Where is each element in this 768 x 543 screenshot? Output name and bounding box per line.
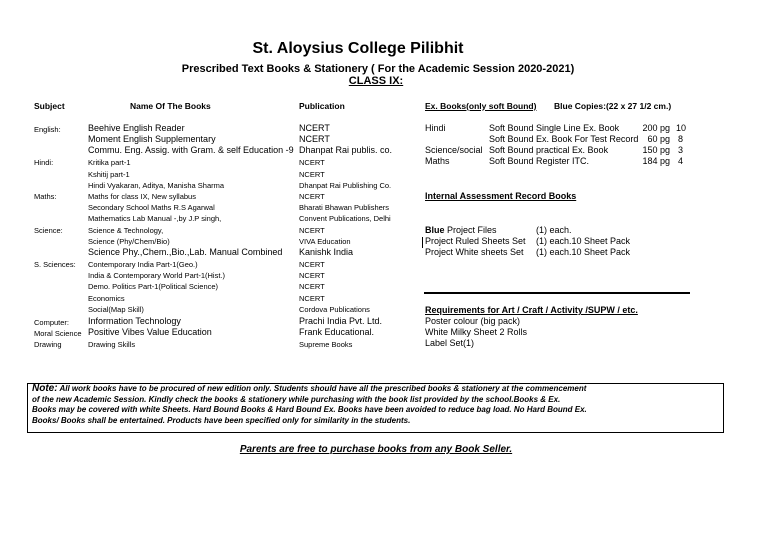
book-title: Science Phy.,Chem.,Bio.,Lab. Manual Combined <box>88 247 283 257</box>
book-title: Social(Map Skill) <box>88 305 144 314</box>
note-line <box>32 384 723 395</box>
publication-name: Frank Educational. <box>299 327 375 337</box>
books-column-header: Name Of The Books <box>130 101 211 111</box>
internal-item: Blue Project Files <box>425 225 497 235</box>
class-heading: CLASS IX: <box>348 75 404 87</box>
college-title: St. Aloysius College Pilibhit <box>252 40 464 57</box>
book-title: Drawing Skills <box>88 340 136 349</box>
exbooks-column-header: Ex. Books(only soft Bound) <box>425 101 537 111</box>
note-text: All work books have to be procured of new edition only. Students should have all the prescribed books & stationery at the commencement <box>57 384 587 393</box>
exbook-subject: Science/social <box>425 145 483 155</box>
subject-label: S. Sciences: <box>34 260 76 269</box>
book-title: Maths for class IX, New syllabus <box>88 192 196 201</box>
exbook-qty: 10 <box>676 123 687 133</box>
publication-name: NCERT <box>299 134 330 144</box>
subject-label: Drawing <box>34 340 62 349</box>
exbook-pages: 150 pg <box>642 145 670 155</box>
divider-line <box>424 292 690 294</box>
book-title: India & Contemporary World Part-1(Hist.) <box>88 271 225 280</box>
publication-name: NCERT <box>299 294 325 303</box>
book-title: Economics <box>88 294 125 303</box>
note-line: Books/ Books shall be entertained. Products have been specified only for similarity in the students. <box>32 415 411 425</box>
publication-name: NCERT <box>299 226 325 235</box>
internal-item: Project Ruled Sheets Set <box>425 236 526 246</box>
exbook-pages: 184 pg <box>642 156 670 166</box>
publication-name: Supreme Books <box>299 340 353 349</box>
book-title: Science (Phy/Chem/Bio) <box>88 237 170 246</box>
exbook-type: Soft Bound Register ITC. <box>489 156 590 166</box>
exbook-subject: Maths <box>425 156 450 166</box>
internal-qty: (1) each.10 Sheet Pack <box>536 236 631 246</box>
internal-qty: (1) each.10 Sheet Pack <box>536 247 631 257</box>
subtitle: Prescribed Text Books & Stationery ( For the Academic Session 2020-2021) <box>181 63 575 75</box>
book-title: Science & Technology, <box>88 226 164 235</box>
requirement-item: Label Set(1) <box>425 338 475 348</box>
subject-label: English: <box>34 125 61 134</box>
publication-column-header: Publication <box>299 101 345 111</box>
book-title: Kritika part-1 <box>88 158 131 167</box>
book-title: Commu. Eng. Assig. with Gram. & self Education -9 <box>88 145 294 155</box>
requirement-item: Poster colour (big pack) <box>425 316 521 326</box>
bluecopies-column-header: Blue Copies:(22 x 27 1/2 cm.) <box>554 101 672 111</box>
publication-name: Kanishk India <box>299 247 354 257</box>
book-title: Beehive English Reader <box>88 123 185 133</box>
exbook-qty: 4 <box>678 156 684 166</box>
book-title: Information Technology <box>88 316 181 326</box>
exbook-pages: 60 pg <box>647 134 670 144</box>
internal-item: Project White sheets Set <box>425 247 524 257</box>
publication-name: NCERT <box>299 192 325 201</box>
subject-label: Maths: <box>34 192 57 201</box>
book-title: Secondary School Maths R.S Agarwal <box>88 203 215 212</box>
publication-name: NCERT <box>299 282 325 291</box>
publication-name: Cordova Publications <box>299 305 370 314</box>
exbook-type: Soft Bound Single Line Ex. Book <box>489 123 620 133</box>
book-title: Kshitij part-1 <box>88 170 130 179</box>
requirement-item: White Milky Sheet 2 Rolls <box>425 327 528 337</box>
publication-name: NCERT <box>299 123 330 133</box>
subject-label: Hindi: <box>34 158 54 167</box>
note-box <box>27 383 724 433</box>
note-label: Note: <box>32 383 58 394</box>
exbook-pages: 200 pg <box>642 123 670 133</box>
subject-label: Moral Science <box>34 329 82 338</box>
exbook-qty: 3 <box>678 145 684 155</box>
internal-assessment-heading: Internal Assessment Record Books <box>425 191 577 201</box>
subject-label: Science: <box>34 226 63 235</box>
publication-name: NCERT <box>299 260 325 269</box>
note-line: Books may be covered with white Sheets. Hard Bound Books & Hard Bound Ex. Books have been avoided to reduce bag load. No Hard Bound Ex. <box>32 405 587 414</box>
book-title: Hindi Vyakaran, Aditya, Manisha Sharma <box>88 181 225 190</box>
footer-note: Parents are free to purchase books from any Book Seller. <box>239 444 513 455</box>
requirements-heading: Requirements for Art / Craft / Activity /SUPW / etc. <box>425 305 638 315</box>
book-title: Positive Vibes Value Education <box>88 327 212 337</box>
publication-name: VIVA Education <box>299 237 351 246</box>
publication-name: Dhanpat Rai publis. co. <box>299 145 393 155</box>
subject-label: Computer: <box>34 318 70 327</box>
publication-name: NCERT <box>299 170 325 179</box>
note-line: of the new Academic Session. Kindly check the books & stationery while purchasing with the book list provided by the school.Books & Ex. <box>32 394 561 404</box>
internal-qty: (1) each. <box>536 225 572 235</box>
exbook-type: Soft Bound practical Ex. Book <box>489 145 609 155</box>
publication-name: Convent Publications, Delhi <box>299 214 391 223</box>
subject-column-header: Subject <box>34 101 65 111</box>
publication-name: NCERT <box>299 271 325 280</box>
publication-name: Dhanpat Rai Publishing Co. <box>299 181 392 190</box>
publication-name: Prachi India Pvt. Ltd. <box>299 316 383 326</box>
book-title: Contemporary India Part-1(Geo.) <box>88 260 198 269</box>
book-title: Moment English Supplementary <box>88 134 216 144</box>
book-title: Mathematics Lab Manual -,by J.P singh, <box>88 214 222 223</box>
exbook-subject: Hindi <box>425 123 446 133</box>
publication-name: Bharati Bhawan Publishers <box>299 203 390 212</box>
exbook-qty: 8 <box>678 134 684 144</box>
exbook-type: Soft Bound Ex. Book For Test Record <box>489 134 639 144</box>
publication-name: NCERT <box>299 158 325 167</box>
book-title: Demo. Politics Part-1(Political Science) <box>88 282 219 291</box>
text-cursor <box>422 237 423 248</box>
